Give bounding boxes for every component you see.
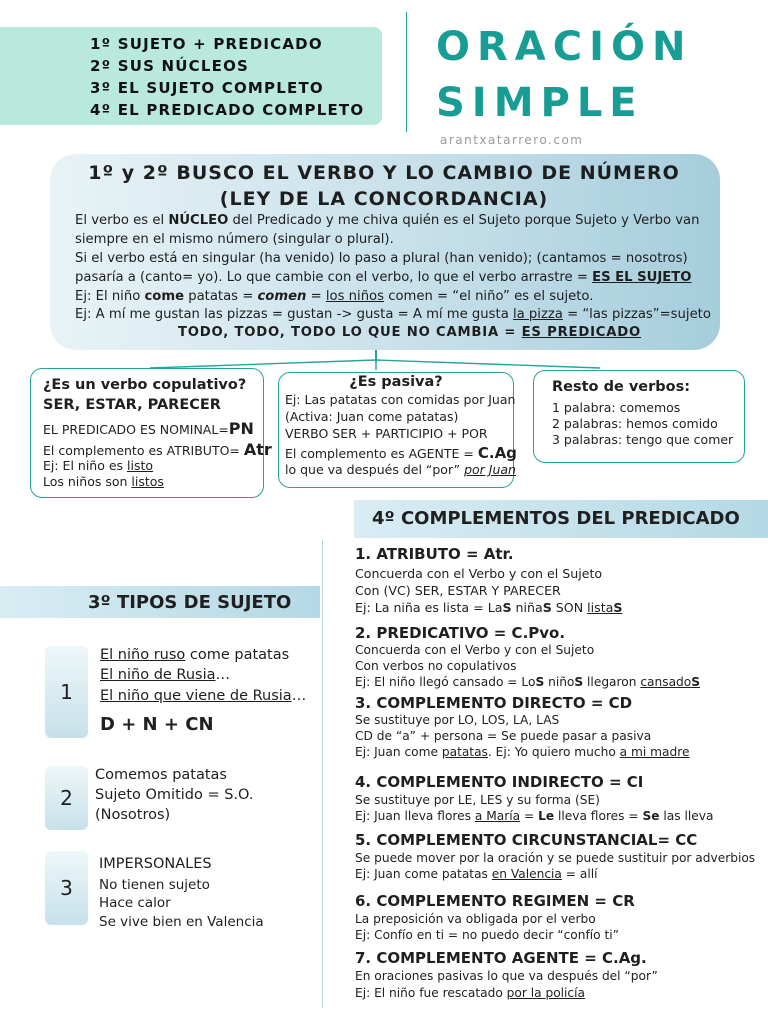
c1-line-1: Concuerda con el Verbo y con el Sujeto <box>355 566 603 581</box>
title-line-2: SIMPLE <box>436 80 644 126</box>
passive-line-5: lo que va después del “por” por Juan <box>285 462 516 477</box>
subject-type-3-number: 3 <box>60 876 73 900</box>
s1-paragraph-3: Si el verbo está en singular (ha venido) lo paso a plural (han venido); (cantamos = nosotros) <box>75 251 688 266</box>
c7-example: Ej: El niño fue rescatado por la policía <box>355 986 585 1000</box>
s1-example-1: Ej: El niño come patatas = comen = los niños comen = “el niño” es el sujeto. <box>75 289 594 304</box>
copulative-line-2: El complemento es ATRIBUTO= Atr <box>43 440 272 459</box>
c1-example: Ej: La niña es lista = LaS niñaS SON listaS <box>355 600 623 615</box>
type3-line-4: Se vive bien en Valencia <box>99 914 264 930</box>
site-url: arantxatarrero.com <box>440 133 584 147</box>
c4-example: Ej: Juan lleva flores a María = Le lleva flores = Se las lleva <box>355 809 714 823</box>
header-divider <box>406 12 407 132</box>
type1-formula: D + N + CN <box>100 714 214 735</box>
type1-line-1: El niño ruso come patatas <box>100 647 290 663</box>
passive-title: ¿Es pasiva? <box>349 374 443 390</box>
type3-line-1: IMPERSONALES <box>99 856 212 872</box>
copulative-title: ¿Es un verbo copulativo? <box>43 377 247 393</box>
step-4: 4º EL PREDICADO COMPLETO <box>90 101 365 119</box>
c3-line-1: Se sustituye por LO, LOS, LA, LAS <box>355 713 560 727</box>
c6-line-1: La preposición va obligada por el verbo <box>355 912 596 926</box>
section-4-ribbon <box>354 500 768 538</box>
section-1-subheading: (LEY DE LA CONCORDANCIA) <box>219 188 549 210</box>
section-3-heading: 3º TIPOS DE SUJETO <box>88 592 292 613</box>
s1-paragraph-4: pasaría a (canto= yo). Lo que cambie con el verbo, lo que el verbo arrastre = ES EL SUJETO <box>75 270 692 285</box>
type2-line-2: Sujeto Omitido = S.O. <box>95 787 254 803</box>
copulative-line-1: EL PREDICADO ES NOMINAL=PN <box>43 419 254 438</box>
c2-example: Ej: El niño llegó cansado = LoS niñoS llegaron cansadoS <box>355 675 701 689</box>
c2-title: 2. PREDICATIVO = C.Pvo. <box>355 624 566 642</box>
c5-title: 5. COMPLEMENTO CIRCUNSTANCIAL= CC <box>355 831 698 849</box>
c7-line-1: En oraciones pasivas lo que va después del “por” <box>355 969 658 983</box>
c1-title: 1. ATRIBUTO = Atr. <box>355 545 514 563</box>
c1-line-2: Con (VC) SER, ESTAR Y PARECER <box>355 583 561 598</box>
subject-type-1-badge <box>45 646 88 738</box>
c3-title: 3. COMPLEMENTO DIRECTO = CD <box>355 694 633 712</box>
step-2: 2º SUS NÚCLEOS <box>90 57 250 75</box>
type2-line-1: Comemos patatas <box>95 767 227 783</box>
passive-line-4: El complemento es AGENTE = C.Ag <box>285 444 517 462</box>
subject-type-3-badge <box>45 851 88 925</box>
section-3-ribbon <box>0 586 320 618</box>
box-passive <box>278 372 517 488</box>
s1-example-2: Ej: A mí me gustan las pizzas = gustan -> gusta = A mí me gusta la pizza = “las pizzas”=sujeto <box>75 307 711 322</box>
box-other-verbs <box>533 370 745 463</box>
type3-line-3: Hace calor <box>99 895 171 911</box>
other-title: Resto de verbos: <box>552 379 691 395</box>
c4-line-1: Se sustituye por LE, LES y su forma (SE) <box>355 793 600 807</box>
steps-panel <box>0 27 382 125</box>
box-copulative <box>30 368 272 498</box>
s1-paragraph-2: siempre en el mismo número (singular o plural). <box>75 232 394 247</box>
c5-line-1: Se puede mover por la oración y se puede sustituir por adverbios <box>355 851 756 865</box>
c5-example: Ej: Juan come patatas en Valencia = allí <box>355 867 598 881</box>
c4-title: 4. COMPLEMENTO INDIRECTO = CI <box>355 773 644 791</box>
type2-line-3: (Nosotros) <box>95 807 171 823</box>
c3-example: Ej: Juan come patatas. Ej: Yo quiero mucho a mi madre <box>355 745 690 759</box>
passive-line-1: Ej: Las patatas con comidas por Juan <box>285 392 516 407</box>
section-1-heading: 1º y 2º BUSCO EL VERBO Y LO CAMBIO DE NÚMERO <box>88 162 680 184</box>
c6-example: Ej: Confío en ti = no puedo decir “confío ti” <box>355 928 619 942</box>
copulative-verbs: SER, ESTAR, PARECER <box>43 397 221 413</box>
subject-type-1-number: 1 <box>60 680 73 704</box>
copulative-line-3: Ej: El niño es listo <box>43 458 154 473</box>
subject-type-2-number: 2 <box>60 786 73 810</box>
subject-type-2-badge <box>45 766 88 830</box>
c2-line-1: Concuerda con el Verbo y con el Sujeto <box>355 643 595 657</box>
c2-line-2: Con verbos no copulativos <box>355 659 517 673</box>
step-3: 3º EL SUJETO COMPLETO <box>90 79 324 97</box>
copulative-line-4: Los niños son listos <box>43 474 164 489</box>
c6-title: 6. COMPLEMENTO REGIMEN = CR <box>355 892 635 910</box>
other-line-3: 3 palabras: tengo que comer <box>552 432 734 447</box>
title-line-1: ORACIÓN <box>436 24 693 70</box>
other-line-2: 2 palabras: hemos comido <box>552 416 718 431</box>
section-4-heading: 4º COMPLEMENTOS DEL PREDICADO <box>372 508 740 529</box>
complements-divider <box>322 540 323 1008</box>
c7-title: 7. COMPLEMENTO AGENTE = C.Ag. <box>355 949 647 967</box>
type1-line-2: El niño de Rusia… <box>100 667 231 683</box>
s1-conclusion: TODO, TODO, TODO LO QUE NO CAMBIA = ES PREDICADO <box>178 325 642 340</box>
c3-line-2: CD de “a” + persona = Se puede pasar a pasiva <box>355 729 652 743</box>
other-line-1: 1 palabra: comemos <box>552 400 681 415</box>
passive-line-2: (Activa: Juan come patatas) <box>285 409 459 424</box>
type1-line-3: El niño que viene de Rusia… <box>100 688 307 704</box>
passive-line-3: VERBO SER + PARTICIPIO + POR <box>285 426 488 441</box>
s1-paragraph-1: El verbo es el NÚCLEO del Predicado y me chiva quién es el Sujeto porque Sujeto y Verbo van <box>75 213 700 228</box>
step-1: 1º SUJETO + PREDICADO <box>90 35 323 53</box>
type3-line-2: No tienen sujeto <box>99 877 210 893</box>
